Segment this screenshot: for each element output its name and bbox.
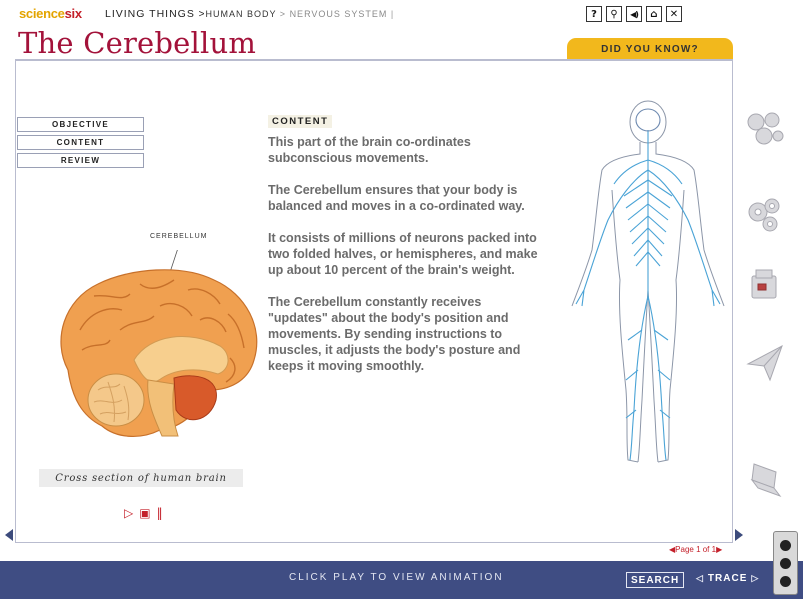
- status-message: CLICK PLAY TO VIEW ANIMATION: [289, 572, 504, 583]
- close-icon: ✕: [669, 8, 679, 20]
- breadcrumb: [105, 8, 394, 20]
- help-icon: ?: [591, 8, 597, 20]
- tab-content[interactable]: CONTENT: [17, 135, 144, 150]
- next-arrow-icon[interactable]: [735, 529, 743, 541]
- image-caption: Cross section of human brain: [39, 469, 243, 487]
- tab-review[interactable]: REVIEW: [17, 153, 144, 168]
- home-button[interactable]: [646, 6, 662, 22]
- paper-plane-icon[interactable]: [744, 340, 786, 384]
- previous-arrow-icon[interactable]: [5, 529, 13, 541]
- audio-button[interactable]: [626, 6, 642, 22]
- laptop-icon[interactable]: [744, 458, 786, 502]
- gears-icon[interactable]: [744, 192, 786, 236]
- trace-left-icon: ◁: [696, 573, 704, 583]
- cerebellum-label: CEREBELLUM: [150, 233, 208, 240]
- page-indicator-text: Page 1 of 1: [675, 545, 717, 554]
- pen-icon[interactable]: [780, 540, 791, 551]
- globe-icon[interactable]: [780, 558, 791, 569]
- audio-icon[interactable]: [780, 576, 791, 587]
- section-tabs: [17, 117, 144, 171]
- pause-button[interactable]: ‖: [156, 506, 163, 520]
- sciencesix-logo[interactable]: [19, 6, 82, 21]
- page-title: The Cerebellum: [18, 26, 257, 60]
- content-paragraph: This part of the brain co-ordinates subconscious movements.: [268, 135, 471, 165]
- content-heading: CONTENT: [268, 115, 332, 128]
- nervous-system-figure: [568, 100, 728, 472]
- toolbar: [586, 6, 682, 22]
- breadcrumb-separator: >: [194, 9, 206, 20]
- breadcrumb-separator-2: >: [276, 9, 290, 19]
- breadcrumb-nervous-system: NERVOUS SYSTEM: [289, 9, 388, 19]
- trace-right-icon: ▷: [751, 573, 760, 583]
- content-text: [268, 134, 544, 390]
- breadcrumb-living-things[interactable]: LIVING THINGS: [105, 8, 195, 20]
- trace-label: TRACE: [707, 573, 748, 584]
- brain-cross-section-image: [50, 250, 260, 460]
- play-button[interactable]: ▷: [124, 506, 134, 520]
- breadcrumb-pipe: |: [387, 9, 395, 19]
- tab-objective[interactable]: OBJECTIVE: [17, 117, 144, 132]
- logo-six-text: six: [64, 6, 82, 21]
- home-icon: ⌂: [650, 8, 658, 20]
- search-button[interactable]: SEARCH: [626, 572, 684, 588]
- close-button[interactable]: [666, 6, 682, 22]
- stop-button[interactable]: ▣: [139, 506, 151, 520]
- logo-science-text: science: [19, 6, 65, 21]
- content-paragraph: It consists of millions of neurons packed into two folded halves, or hemispheres, and make up about 10 percent of the brain's weight.: [268, 231, 538, 277]
- trace-button[interactable]: [696, 573, 759, 584]
- breadcrumb-human-body[interactable]: HUMAN BODY: [205, 9, 277, 19]
- speaker-icon: ◀): [630, 9, 638, 19]
- person-icon: ⚲: [610, 8, 618, 20]
- tools-icon[interactable]: [744, 262, 786, 306]
- page-prev-icon[interactable]: ◀: [669, 545, 676, 554]
- page-indicator: [669, 545, 722, 554]
- molecules-icon[interactable]: [744, 106, 786, 150]
- help-button[interactable]: [586, 6, 602, 22]
- page-next-icon[interactable]: ▶: [716, 545, 723, 554]
- mini-control-panel[interactable]: [773, 531, 798, 595]
- content-paragraph: The Cerebellum constantly receives "updates" about the body's position and movements. By sending instructions to muscles, it adjusts the body's posture and keeps it moving smoothly.: [268, 295, 521, 373]
- content-paragraph: The Cerebellum ensures that your body is balanced and moves in a co-ordinated way.: [268, 183, 525, 213]
- animation-controls: [124, 506, 163, 520]
- teacher-button[interactable]: [606, 6, 622, 22]
- did-you-know-tab[interactable]: DID YOU KNOW?: [567, 38, 733, 60]
